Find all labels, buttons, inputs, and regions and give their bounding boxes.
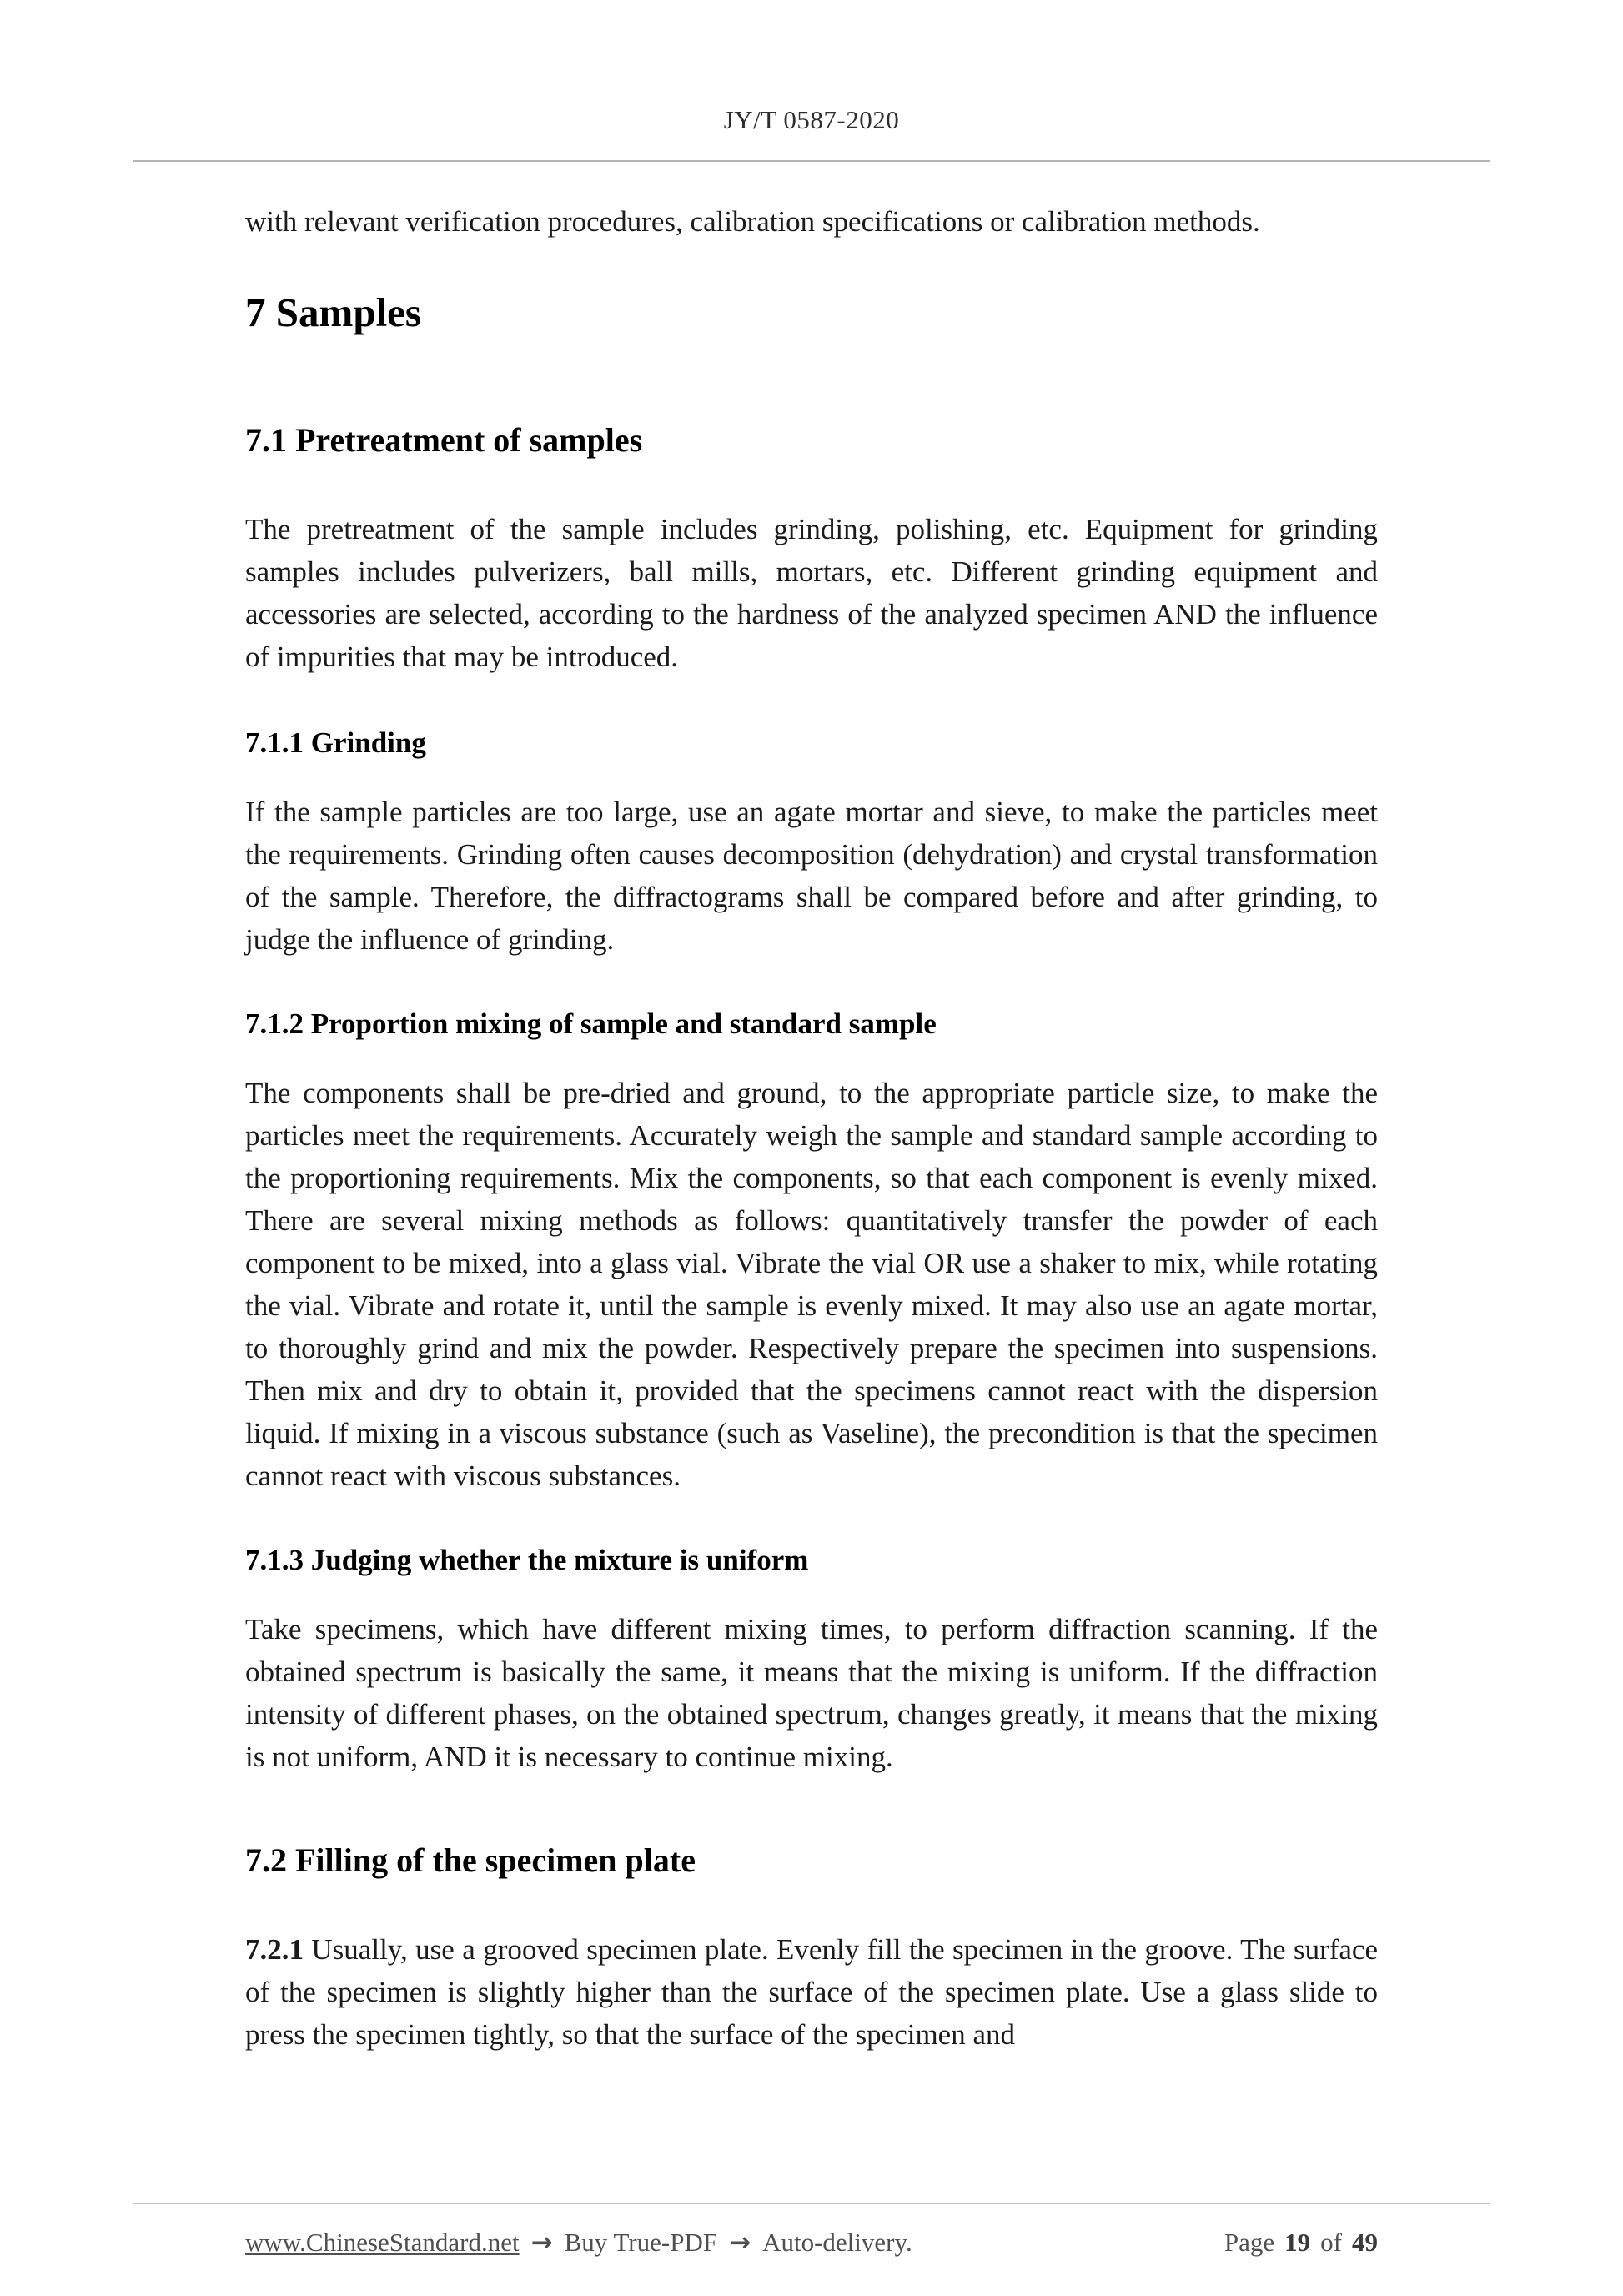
section-7-1-3-paragraph: Take specimens, which have different mixing times, to perform diffraction scanning. If the obtained spectrum is basically the same, it means that the mixing is uniform. If the diffraction intensity of different phases, on the obtained spectrum, changes greatly, it means that the mixing is not uniform, AND it is necessary to continue mixing. xyxy=(245,1613,1378,1774)
website-link[interactable]: www.ChineseStandard.net xyxy=(245,2228,520,2257)
section-7-1-2-paragraph: The components shall be pre-dried and ground, to the appropriate particle size, to make the particles meet the requirements. Accurately weigh the sample and standard sample according to the proportioning requirements. Mix the components, so that each component is evenly mixed. There are several mixing methods as follows: quantitatively transfer the powder of each component to be mixed, into a glass vial. Vibrate the vial OR use a shaker to mix, while rotating the vial. Vibrate and rotate it, until the sample is evenly mixed. It may also use an agate mortar, to thoroughly grind and mix the powder. Respectively prepare the specimen into suspensions. Then mix and dry to obtain it, provided that the specimens cannot react with the dispersion liquid. If mixing in a viscous substance (such as Vaseline), the precondition is that the specimen cannot react with viscous substances. xyxy=(245,1077,1378,1493)
right-arrow-icon: → xyxy=(729,2228,751,2258)
document-content xyxy=(245,200,1378,2056)
clause-text: Usually, use a grooved specimen plate. Evenly fill the specimen in the groove. The surface of the specimen is slightly higher than the surface of the specimen plate. Use a glass slide to press the specimen tightly, so that the surface of the specimen and xyxy=(245,1933,1378,2052)
section-7-2-1-paragraph xyxy=(245,1928,1378,2056)
section-7-1-heading: 7.1 Pretreatment of samples xyxy=(245,421,643,460)
page-number: 19 xyxy=(1284,2228,1311,2257)
footer-divider xyxy=(133,2203,1490,2204)
footer-source-line xyxy=(245,2228,912,2258)
section-7-1-2-heading: 7.1.2 Proportion mixing of sample and standard sample xyxy=(245,1007,937,1041)
intro-paragraph: with relevant verification procedures, calibration specifications or calibration methods. xyxy=(245,205,1260,238)
auto-delivery-text: Auto-delivery. xyxy=(762,2228,912,2257)
section-7-1-3-heading: 7.1.3 Judging whether the mixture is uniform xyxy=(245,1544,809,1577)
of-label: of xyxy=(1320,2228,1342,2257)
section-7-1-1-heading: 7.1.1 Grinding xyxy=(245,726,426,760)
total-pages: 49 xyxy=(1352,2228,1378,2257)
header-title: JY/T 0587-2020 xyxy=(723,105,900,134)
page-indicator xyxy=(1224,2228,1378,2258)
clause-number: 7.2.1 xyxy=(245,1933,304,1967)
footer-row xyxy=(245,2228,1378,2258)
page-footer xyxy=(0,2203,1623,2258)
buy-pdf-text: Buy True-PDF xyxy=(564,2228,718,2257)
page-header xyxy=(0,0,1623,135)
section-7-1-paragraph: The pretreatment of the sample includes grinding, polishing, etc. Equipment for grinding samples includes pulverizers, ball mills, mortars, etc. Different grinding equipment and accessories are selected, according to the hardness of the analyzed specimen AND the influence of impurities that may be introduced. xyxy=(245,513,1378,674)
right-arrow-icon: → xyxy=(530,2228,553,2258)
section-7-1-1-paragraph: If the sample particles are too large, use an agate mortar and sieve, to make the particles meet the requirements. Grinding often causes decomposition (dehydration) and crystal transformation of the sample. Therefore, the diffractograms shall be compared before and after grinding, to judge the influence of grinding. xyxy=(245,796,1378,957)
section-7-2-heading: 7.2 Filling of the specimen plate xyxy=(245,1841,696,1880)
section-7-heading: 7 Samples xyxy=(245,289,422,335)
page-label: Page xyxy=(1224,2228,1275,2257)
header-divider xyxy=(133,160,1490,162)
